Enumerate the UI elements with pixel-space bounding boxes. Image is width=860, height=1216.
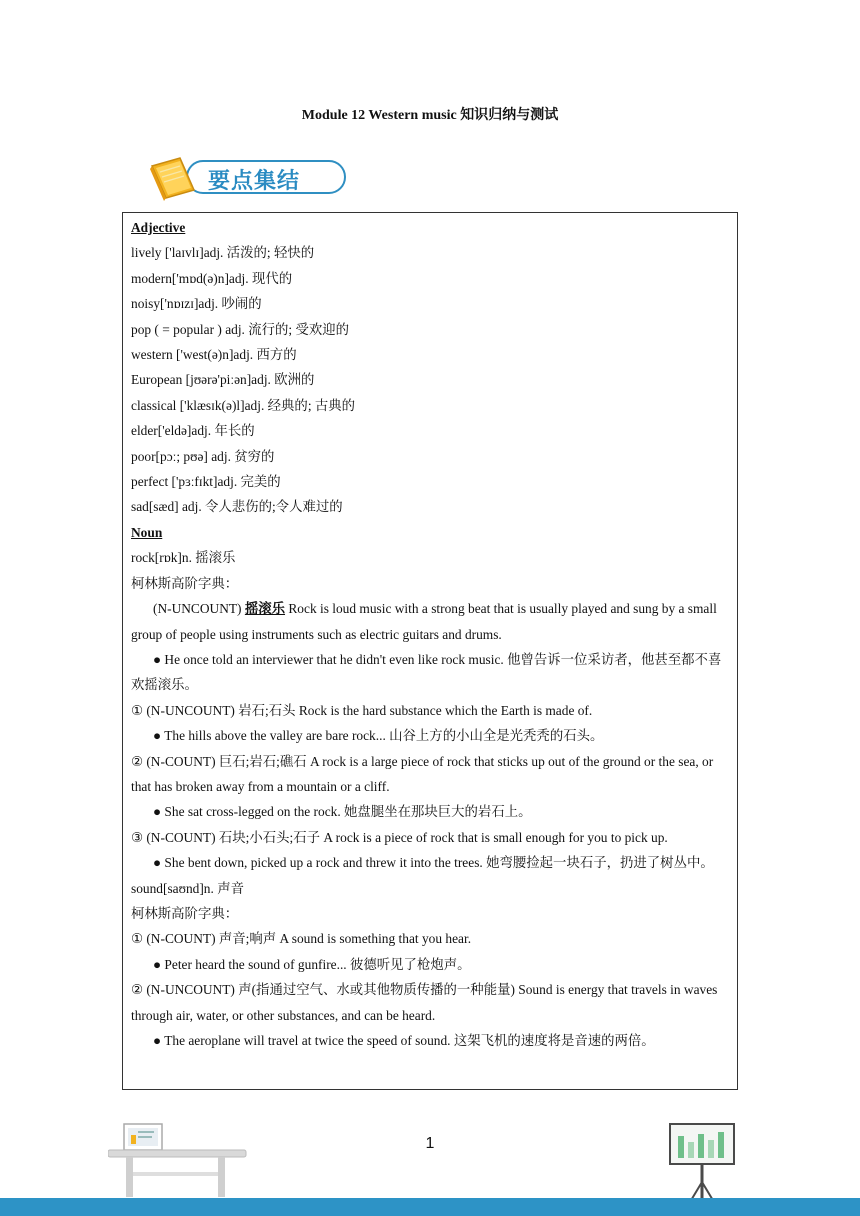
rock-example-3: ● She bent down, picked up a rock and threw it into the trees. 她弯腰捡起一块石子，扔进了树丛中。 <box>153 855 714 871</box>
def-keyword: 摇滚乐 <box>244 601 286 617</box>
adj-entry: noisy['nɒɪzɪ]adj. 吵闹的 <box>131 296 262 312</box>
adj-entry: poor[pɔː; pʊə] adj. 贫穷的 <box>131 448 275 464</box>
sound-sense-1: ① (N-COUNT) 声音;响声 A sound is something that you hear. <box>131 931 472 947</box>
dictionary-label: 柯林斯高阶字典： <box>131 575 239 591</box>
sound-example-1: ● Peter heard the sound of gunfire... 彼德听见了枪炮声。 <box>153 956 471 972</box>
rock-sense-2: ② (N-COUNT) 巨石;岩石;礁石 A rock is a large piece of rock that sticks up out of the ground or the sea, or that has broken away from a mountain or a cliff. <box>131 753 714 794</box>
adjective-heading: Adjective <box>131 220 186 235</box>
def-prefix: (N-UNCOUNT) <box>153 601 245 617</box>
rock-example-1: ● The hills above the valley are bare rock... 山谷上方的小山全是光秃秃的石头。 <box>153 728 604 744</box>
sound-example-2: ● The aeroplane will travel at twice the speed of sound. 这架飞机的速度将是音速的两倍。 <box>153 1033 655 1048</box>
section-banner <box>146 152 346 204</box>
dictionary-label: 柯林斯高阶字典： <box>131 905 239 921</box>
banner-label: 要点集结 <box>208 169 301 194</box>
sound-sense-2: ② (N-UNCOUNT) 声(指通过空气、水或其他物质传播的一种能量) Sound is energy that travels in waves through air, water, or other substances, and can be heard. <box>131 982 718 1023</box>
rock-sense-3: ③ (N-COUNT) 石块;小石头;石子 A rock is a piece of rock that is small enough for you to pick up. <box>131 829 668 845</box>
rock-example: ● He once told an interviewer that he didn't even like rock music. 他曾告诉一位采访者，他甚至都不喜欢摇滚乐。 <box>131 651 722 693</box>
book-icon <box>146 152 202 204</box>
adj-entry: sad[sæd] adj. 令人悲伤的;令人难过的 <box>131 499 343 515</box>
adj-entry: perfect ['pɜːfɪkt]adj. 完美的 <box>131 474 281 490</box>
adj-entry: classical ['klæsɪk(ə)l]adj. 经典的; 古典的 <box>131 397 356 413</box>
adj-entry: western ['west(ə)n]adj. 西方的 <box>131 347 297 363</box>
document-title: Module 12 Western music 知识归纳与测试 <box>301 108 559 123</box>
noun-heading: Noun <box>131 524 163 540</box>
desk-illustration <box>108 1120 248 1200</box>
rock-definition <box>131 596 729 647</box>
adj-entry: lively ['laɪvlɪ]adj. 活泼的; 轻快的 <box>131 245 315 261</box>
rock-entry: rock[rɒk]n. 摇滚乐 <box>131 550 236 566</box>
rock-example-2: ● She sat cross-legged on the rock. 她盘腿坐在那块巨大的岩石上。 <box>153 804 532 820</box>
adj-entry: pop ( = popular ) adj. 流行的; 受欢迎的 <box>131 321 350 337</box>
content-box <box>122 212 738 1090</box>
chart-board-illustration <box>662 1122 742 1206</box>
adj-entry: European [jʊərə'piːən]adj. 欧洲的 <box>131 372 315 388</box>
rock-sense-1: ① (N-UNCOUNT) 岩石;石头 Rock is the hard substance which the Earth is made of. <box>131 702 593 718</box>
sound-entry: sound[saʊnd]n. 声音 <box>131 880 244 896</box>
footer-bar <box>0 1198 860 1216</box>
adj-entry: modern['mɒd(ə)n]adj. 现代的 <box>131 270 293 286</box>
page-number: 1 <box>425 1135 435 1152</box>
def-text: Rock is loud music with a strong beat that is usually played and sung by a small group of people using instruments such as electric guitars and drums. <box>131 601 717 642</box>
adj-entry: elder['eldə]adj. 年长的 <box>131 423 255 439</box>
